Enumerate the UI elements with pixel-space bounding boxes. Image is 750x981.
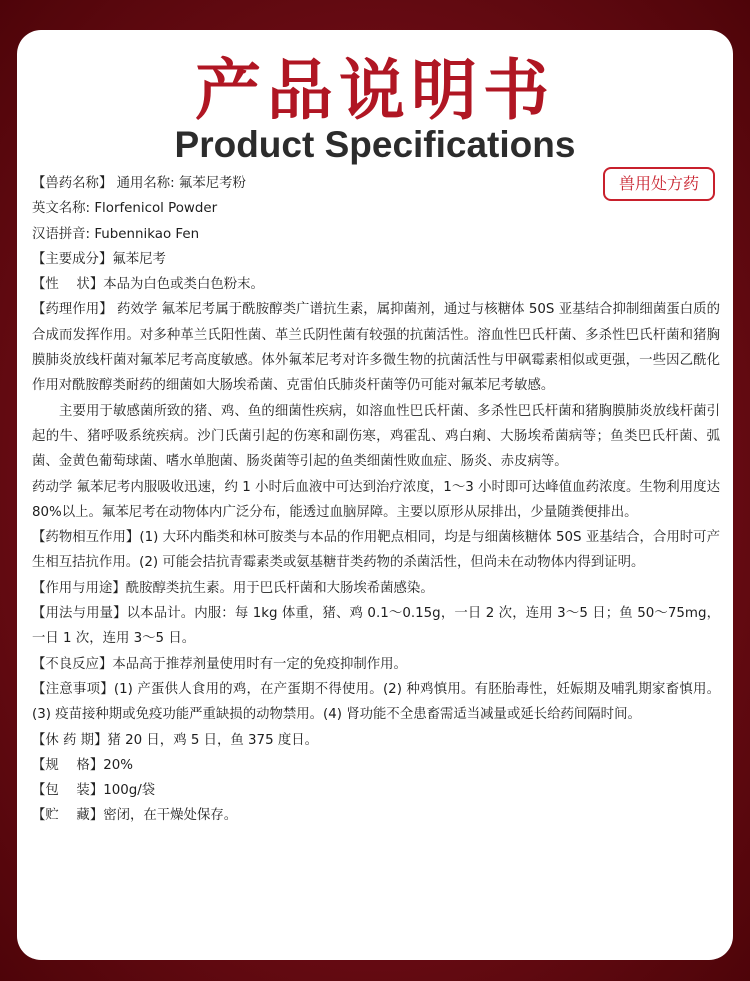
drug-name-line: 【兽药名称】 通用名称: 氟苯尼考粉 — [32, 176, 246, 191]
character-line: 【性 状】本品为白色或类白色粉末。 — [32, 277, 264, 293]
english-name-line: 英文名称: Florfenicol Powder — [32, 201, 218, 217]
page-subtitle: Product Specifications — [174, 124, 576, 165]
instruction-sheet — [17, 30, 733, 960]
ingredient-line: 【主要成分】氟苯尼考 — [32, 251, 166, 267]
storage-line: 【贮 藏】密闭，在干燥处保存。 — [32, 808, 238, 824]
package-line: 【包 装】100g/袋 — [32, 783, 156, 799]
pharmacokinetics-paragraph: 药动学 氟苯尼考内服吸收迅速，约 1 小时后血液中可达到治疗浓度，1～3 小时即可达峰值血药浓度。生物利用度达 80%以上。氟苯尼考在动物体内广泛分布，能透过血脑屏障。主要以原形从尿排出，少量随粪便排出。 — [32, 479, 720, 520]
precautions-paragraph: 【注意事项】(1) 产蛋供人食用的鸡，在产蛋期不得使用。(2) 种鸡慎用。有胚胎毒性，妊娠期及哺乳期家畜慎用。(3) 疫苗接种期或免疫功能严重缺损的动物禁用。(4) 肾功能不全患畜需适当减量或延长给药间隔时间。 — [32, 681, 720, 723]
prescription-stamp: 兽用处方药 — [603, 167, 715, 201]
page-title: 产品说明书 — [195, 52, 555, 129]
interactions-paragraph: 【药物相互作用】(1) 大环内酯类和林可胺类与本品的作用靶点相同，均是与细菌核糖体 50S 亚基结合，合用时可产生相互拮抗作用。(2) 可能会拮抗青霉素类或氨基糖苷类药物的杀菌活性，但尚未在动物体内得到证明。 — [32, 530, 720, 571]
instruction-body — [32, 171, 720, 829]
dosage-paragraph: 【用法与用量】以本品计。内服：每 1kg 体重，猪、鸡 0.1～0.15g，一日 2 次，连用 3～5 日；鱼 50～75mg，一日 1 次，连用 3～5 日。 — [32, 606, 720, 647]
withdrawal-line: 【休 药 期】猪 20 日，鸡 5 日，鱼 375 度日。 — [32, 732, 319, 748]
spec-line: 【规 格】20% — [32, 757, 133, 773]
indications-paragraph: 主要用于敏感菌所致的猪、鸡、鱼的细菌性疾病，如溶血性巴氏杆菌、多杀性巴氏杆菌和猪胸膜肺炎放线杆菌引起的牛、猪呼吸系统疾病。沙门氏菌引起的伤寒和副伤寒，鸡霍乱、鸡白痢、大肠埃希菌病等；鱼类巴氏杆菌、弧菌、金黄色葡萄球菌、嗜水单胞菌、肠炎菌等引起的鱼类细菌性败血症、肠炎、赤皮病等。 — [32, 403, 720, 470]
adverse-line: 【不良反应】本品高于推荐剂量使用时有一定的免疫抑制作用。 — [32, 656, 407, 672]
usage-line: 【作用与用途】酰胺醇类抗生素。用于巴氏杆菌和大肠埃希菌感染。 — [32, 580, 434, 596]
pharmacology-paragraph: 【药理作用】 药效学 氟苯尼考属于酰胺醇类广谱抗生素，属抑菌剂，通过与核糖体 50S 亚基结合抑制细菌蛋白质的合成而发挥作用。对多种革兰氏阳性菌、革兰氏阴性菌有较强的抗菌活性。溶血性巴氏杆菌、多杀性巴氏杆菌和猪胸膜肺炎放线杆菌对氟苯尼考高度敏感。体外氟苯尼考对许多微生物的抗菌活性与甲砜霉素相似或更强，一些因乙酰化作用对酰胺醇类耐药的细菌如大肠埃希菌、克雷伯氏肺炎杆菌等仍可能对氟苯尼考敏感。 — [32, 302, 720, 394]
pinyin-line: 汉语拼音: Fubennikao Fen — [32, 226, 200, 242]
